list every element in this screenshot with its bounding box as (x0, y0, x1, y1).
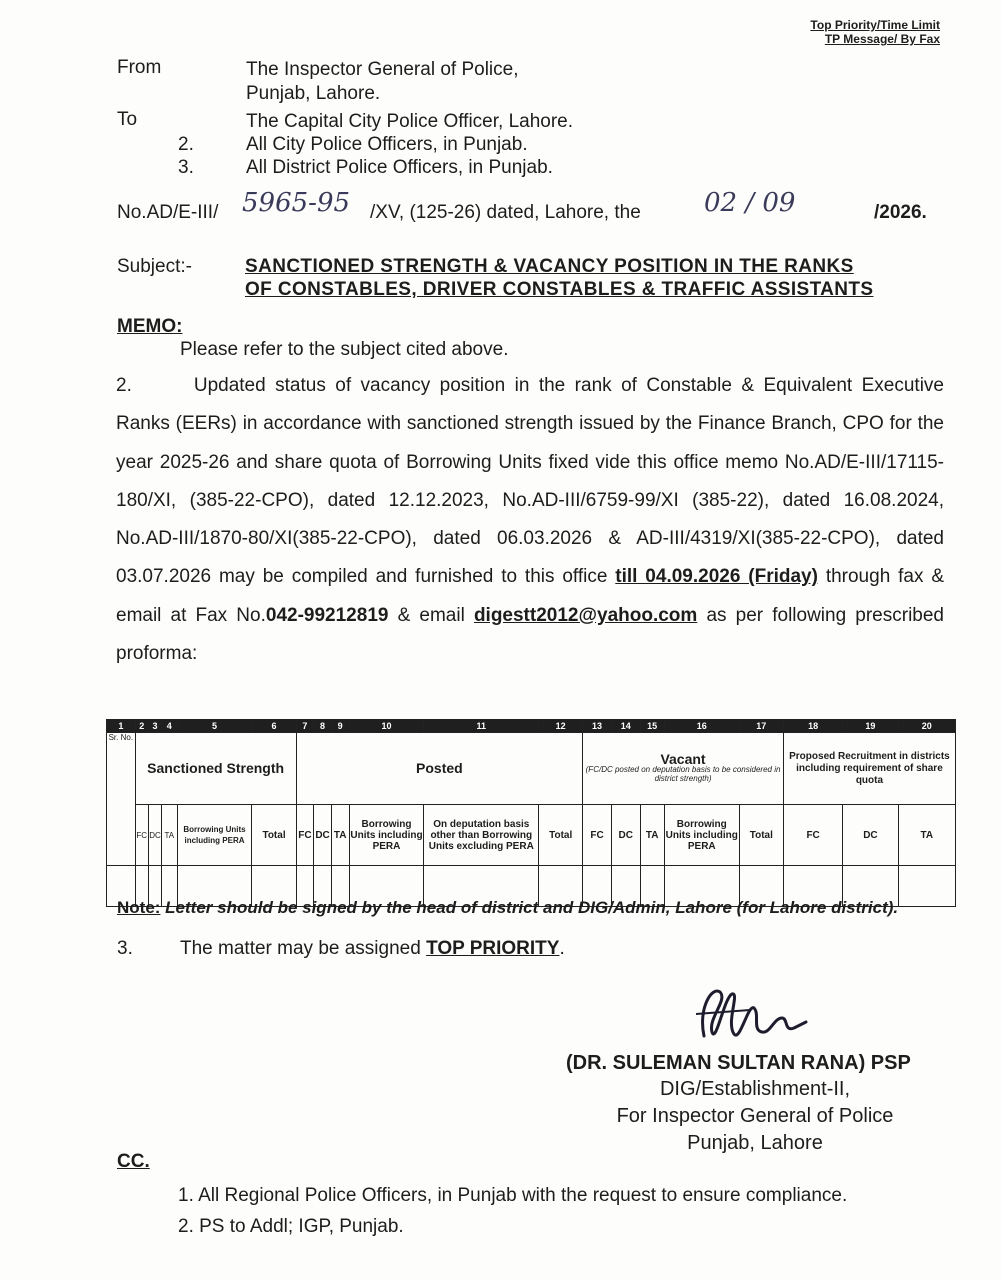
to-line-1: The Capital City Police Officer, Lahore. (246, 111, 574, 132)
col-number: 18 (783, 720, 843, 733)
top-priority-emphasis: TOP PRIORITY (426, 938, 560, 959)
priority-marking (810, 18, 940, 46)
email-address[interactable]: digestt2012@yahoo.com (473, 604, 698, 626)
col-number: 10 (349, 720, 424, 733)
deadline: till 04.09.2026 (Friday) (615, 566, 818, 588)
group-header-row (107, 733, 956, 805)
vacant-borrowing-units: Borrowing Units including PERA (664, 805, 739, 866)
memo-paragraph-2 (116, 367, 944, 673)
sanctioned-ta: TA (162, 805, 177, 866)
cc-item: 1. All Regional Police Officers, in Punjab with the request to ensure compliance. (178, 1185, 848, 1206)
from-address (246, 58, 518, 106)
proposed-fc: FC (783, 805, 843, 866)
handwritten-letter-number: 5965-95 (242, 188, 351, 218)
note-label: Note: (117, 898, 161, 917)
signatory-name: (DR. SULEMAN SULTAN RANA) PSP (566, 1052, 911, 1074)
priority-line-2: TP Message/ By Fax (824, 32, 940, 46)
sanctioned-total: Total (252, 805, 296, 866)
from-line-2: Punjab, Lahore. (246, 83, 381, 104)
col-number: 11 (424, 720, 539, 733)
signatory-designation (560, 1076, 950, 1157)
paragraph-2-email-text: & email (388, 604, 474, 626)
posted-on-deputation: On deputation basis other than Borrowing Units excluding PERA (424, 805, 539, 866)
posted-fc: FC (296, 805, 314, 866)
from-label: From (117, 57, 162, 78)
vacant-ta: TA (640, 805, 664, 866)
paragraph-2-body: Updated status of vacancy position in the rank of Constable & Equivalent Executive Ranks (EERs) in accordance with sanctioned strength issued by the Finance Branch, CPO for the year 2025-26 and share quota of Borrowing Units fixed vide this office memo No.AD/E-III/17115-180/XI, (385-22-CPO), dated 12.12.2023, No.AD-III/6759-99/XI (385-22), dated 16.08.2024, No.AD-III/1870-80/XI(385-22-CPO), dated 06.03.2026 & AD-III/4319/XI(385-22-CPO), dated 03.07.2026 may be compiled and furnished to this office (116, 375, 944, 588)
from-line-1: The Inspector General of Police, (246, 59, 519, 80)
paragraph-2-number: 2. (116, 375, 132, 396)
priority-line-1: Top Priority/Time Limit (810, 18, 940, 32)
proposed-recruitment-header: Proposed Recruitment in districts including requirement of share quota (783, 733, 955, 805)
proposed-ta: TA (898, 805, 956, 866)
col-number: 13 (583, 720, 612, 733)
signatory-title-1: DIG/Establishment-II, (659, 1078, 851, 1100)
vacant-dc: DC (611, 805, 640, 866)
handwritten-signature (690, 978, 810, 1050)
to-line-2: All City Police Officers, in Punjab. (246, 134, 528, 155)
reference-middle-text: /XV, (125-26) dated, Lahore, the (370, 202, 641, 223)
paragraph-3 (180, 937, 565, 961)
paragraph-3-text: The matter may be assigned (180, 938, 427, 959)
vacant-note: (FC/DC posted on deputation basis to be considered in district strength) (585, 765, 781, 783)
vacant-header (583, 733, 784, 805)
to-number-2: 2. (178, 134, 194, 155)
fax-number: 042-99212819 (265, 604, 389, 626)
col-number: 15 (640, 720, 664, 733)
reference-middle (370, 201, 641, 225)
proposed-dc: DC (843, 805, 898, 866)
subject-label: Subject:- (117, 256, 192, 277)
col-number: 1 (107, 720, 136, 733)
sanctioned-fc: FC (135, 805, 148, 866)
posted-total: Total (539, 805, 583, 866)
to-number-3: 3. (178, 157, 194, 178)
posted-dc: DC (314, 805, 332, 866)
col-number: 6 (252, 720, 296, 733)
posted-header-text: Posted (416, 760, 463, 776)
signatory-title-2: For Inspector General of Police (616, 1105, 894, 1127)
subject-line-2: OF CONSTABLES, DRIVER CONSTABLES & TRAFFIC ASSISTANTS (245, 279, 874, 300)
sanctioned-strength-header: Sanctioned Strength (135, 733, 296, 805)
cc-label: CC. (117, 1151, 150, 1172)
blank-cell (898, 866, 956, 907)
col-number: 19 (843, 720, 898, 733)
col-number: 8 (314, 720, 332, 733)
paragraph-2-end: as per following prescribed proforma: (116, 604, 944, 665)
note (117, 897, 898, 919)
signatory-title-3: Punjab, Lahore (687, 1132, 823, 1154)
col-number: 2 (135, 720, 148, 733)
memo-paragraph-1: Please refer to the subject cited above. (180, 339, 509, 360)
subject-line-1: SANCTIONED STRENGTH & VACANCY POSITION IN THE RANKS (245, 256, 854, 277)
column-number-row (107, 720, 956, 733)
memo-label: MEMO: (117, 316, 183, 337)
col-number: 3 (148, 720, 161, 733)
paragraph-3-end: . (559, 938, 565, 959)
col-number: 5 (177, 720, 252, 733)
col-number: 16 (664, 720, 739, 733)
to-label: To (117, 109, 138, 130)
posted-ta: TA (331, 805, 349, 866)
handwritten-date: 02 / 09 (704, 188, 796, 218)
vacant-total: Total (739, 805, 783, 866)
col-number: 9 (331, 720, 349, 733)
col-number: 17 (739, 720, 783, 733)
note-text: Letter should be signed by the head of district and DIG/Admin, Lahore (for Lahore district). (160, 898, 899, 917)
reference-year: /2026. (874, 202, 927, 223)
col-number: 7 (296, 720, 314, 733)
sub-header-row (107, 805, 956, 866)
paragraph-2-fax-text: through fax & email at Fax No. (116, 566, 945, 626)
vacant-header-text: Vacant (660, 751, 706, 767)
reference-prefix: No.AD/E-III/ (117, 202, 219, 223)
vacant-fc: FC (583, 805, 612, 866)
to-line-3: All District Police Officers, in Punjab. (246, 157, 553, 178)
posted-header (296, 733, 583, 805)
paragraph-3-number: 3. (117, 938, 133, 959)
sanctioned-dc: DC (148, 805, 161, 866)
col-number: 20 (898, 720, 956, 733)
signature-scribble-icon (690, 978, 810, 1050)
proforma-table (106, 719, 956, 907)
col-number: 4 (162, 720, 177, 733)
col-number: 14 (611, 720, 640, 733)
cc-item: 2. PS to Addl; IGP, Punjab. (178, 1216, 404, 1237)
col-number: 12 (539, 720, 583, 733)
sanctioned-borrowing-units: Borrowing Units including PERA (177, 805, 252, 866)
posted-borrowing-units: Borrowing Units including PERA (349, 805, 424, 866)
sr-no-header: Sr. No. (107, 733, 136, 866)
cc-list (178, 1180, 847, 1242)
